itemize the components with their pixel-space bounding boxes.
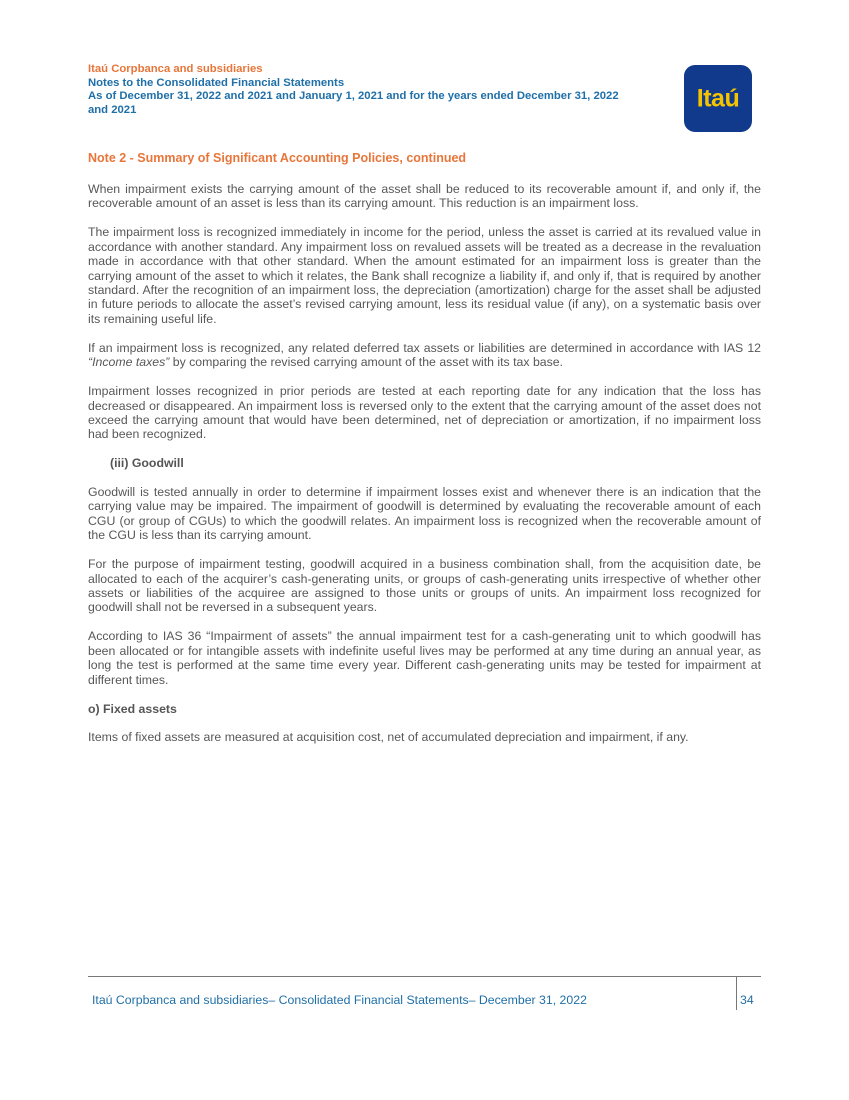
footer-divider xyxy=(88,976,761,977)
paragraph-fixed-assets: Items of fixed assets are measured at acquisition cost, net of accumulated depreciation and impairment, if any. xyxy=(88,729,689,744)
footer-text: Itaú Corpbanca and subsidiaries– Consolidated Financial Statements– December 31, 2022 xyxy=(92,993,587,1007)
document-body xyxy=(88,182,761,759)
paragraph-impairment-recognition: The impairment loss is recognized immediately in income for the period, unless the asset is carried at its revalued value in accordance with another standard. Any impairment loss on revalued assets will be treated as a decrease in the revaluation made in accordance with that other standard. When the amount estimated for an impairment loss is greater than the carrying amount of the asset to which it relates, the Bank shall recognize a liability if, and only if, that is required by another standard. After the recognition of an impairment loss, the depreciation (amortization) charge for the asset shall be adjusted in future periods to allocate the asset’s revised carrying amount, less its residual value (if any), on a systematic basis over its remaining useful life. xyxy=(88,225,761,326)
section-heading-goodwill: (iii) Goodwill xyxy=(110,456,184,471)
note-title: Note 2 - Summary of Significant Accounting Policies, continued xyxy=(88,151,467,165)
footer-page-separator xyxy=(736,976,737,1010)
document-header xyxy=(88,63,688,117)
paragraph-deferred-tax xyxy=(88,341,761,370)
page-number: 34 xyxy=(740,993,754,1007)
statement-period-line-1: As of December 31, 2022 and 2021 and January 1, 2021 and for the years ended December 31, 2022 xyxy=(88,90,619,103)
paragraph-ias36: According to IAS 36 “Impairment of assets” the annual impairment test for a cash-generating unit to which goodwill has been allocated or for intangible assets with indefinite useful lives may be performed at any time during an annual year, as long the test is performed at the same time every year. Different cash-generating units may be tested for impairment at different times. xyxy=(88,629,761,687)
statement-title: Notes to the Consolidated Financial Statements xyxy=(88,76,345,89)
paragraph-goodwill-allocation: For the purpose of impairment testing, goodwill acquired in a business combination shall, from the acquisition date, be allocated to each of the acquirer’s cash-generating units, or groups of cash-generating units irrespective of whether other assets or liabilities of the acquiree are assigned to those units or groups of units. An impairment loss recognized for goodwill shall not be reversed in a subsequent years. xyxy=(88,557,761,615)
paragraph-text: by comparing the revised carrying amount of the asset with its tax base. xyxy=(169,355,564,370)
ias12-reference: “Income taxes” xyxy=(88,355,170,370)
company-name: Itaú Corpbanca and subsidiaries xyxy=(88,63,263,75)
paragraph-goodwill-testing: Goodwill is tested annually in order to determine if impairment losses exist and whenever there is an indication that the carrying value may be impaired. The impairment of goodwill is determined by evaluating the recoverable amount of each CGU (or group of CGUs) to which the goodwill relates. An impairment loss is recognized when the recoverable amount of the CGU is less than its carrying amount. xyxy=(88,484,761,543)
itau-logo xyxy=(684,65,752,132)
paragraph-text: If an impairment loss is recognized, any related deferred tax assets or liabilities are determined in accordance with IAS 12 xyxy=(88,340,761,355)
statement-period-line-2: and 2021 xyxy=(88,103,137,116)
section-heading-fixed-assets: o) Fixed assets xyxy=(88,701,177,716)
paragraph-impairment-reversal: Impairment losses recognized in prior periods are tested at each reporting date for any indication that the loss has decreased or disappeared. An impairment loss is reversed only to the extent that the carrying amount of the asset does not exceed the carrying amount that would have been determined, net of depreciation or amortization, if no impairment loss had been recognized. xyxy=(88,384,761,442)
logo-text: Itaú xyxy=(696,84,740,112)
paragraph-impairment-definition: When impairment exists the carrying amount of the asset shall be reduced to its recoverable amount if, and only if, the recoverable amount of an asset is less than its carrying amount. This reduction is an impairment loss. xyxy=(88,182,761,211)
